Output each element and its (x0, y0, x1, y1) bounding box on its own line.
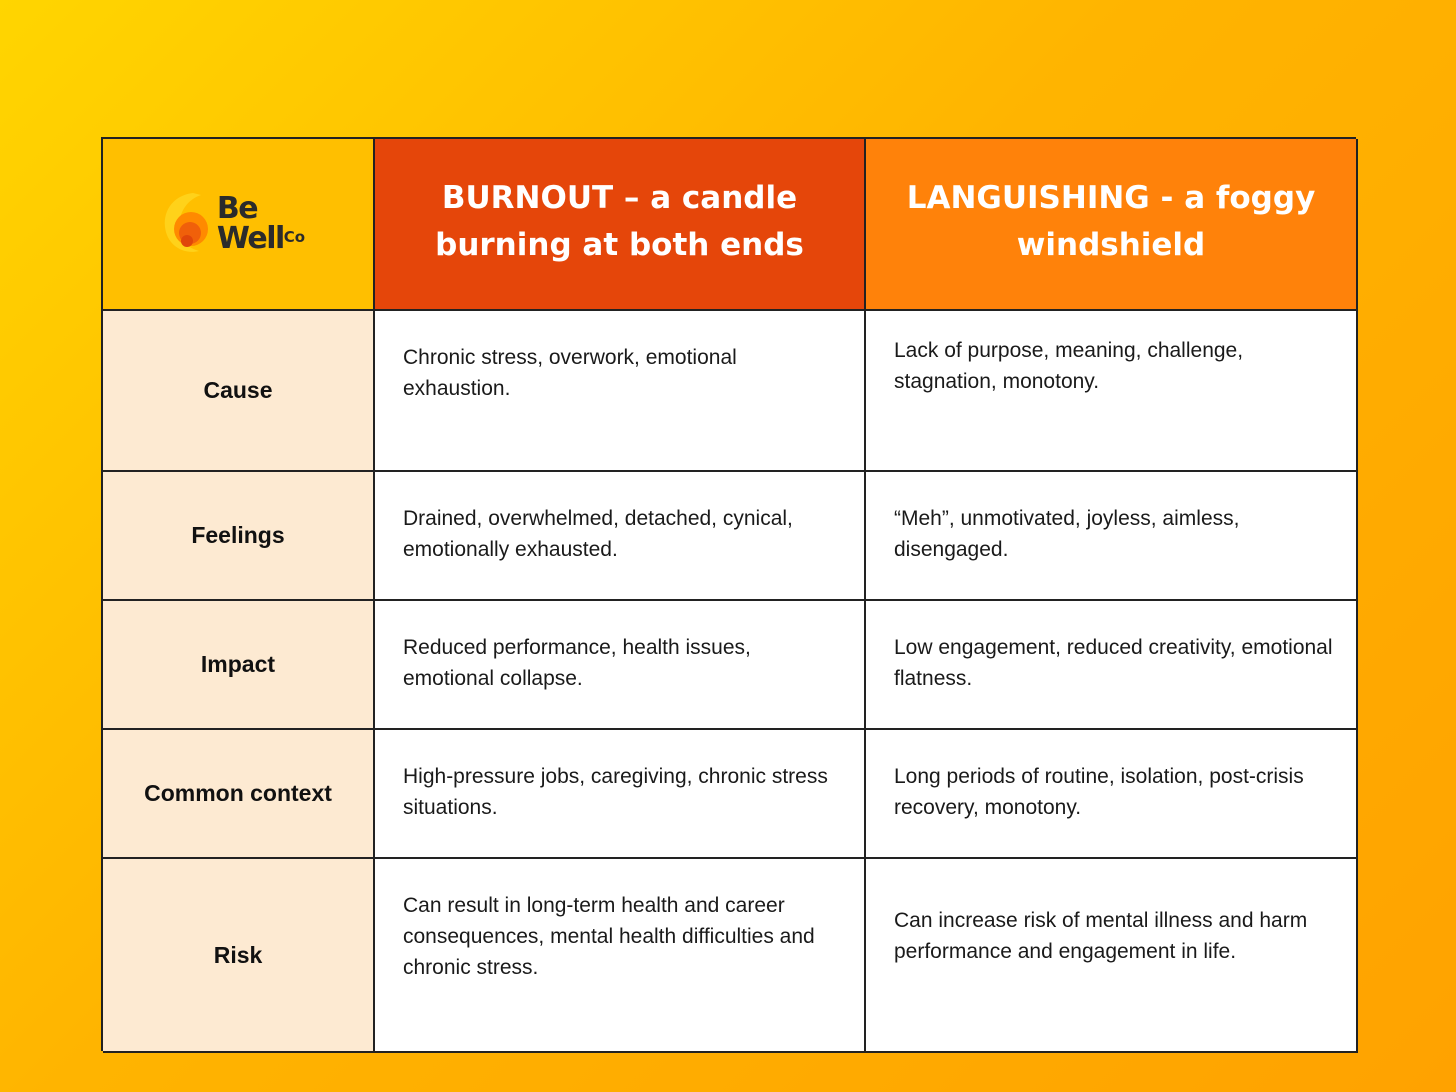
languishing-text: Long periods of routine, isolation, post-crisis recovery, monotony. (894, 765, 1304, 819)
brand-suffix: Co (283, 228, 306, 246)
languishing-text: Can increase risk of mental illness and harm performance and engagement in life. (894, 909, 1308, 963)
logo-cell (103, 139, 375, 311)
brand-line2: Well (216, 221, 284, 256)
languishing-cell (866, 601, 1358, 730)
burnout-cell (375, 472, 866, 601)
bewell-logo-icon (161, 191, 211, 257)
languishing-header: LANGUISHING - a foggy windshield (906, 180, 1316, 263)
row-label: Risk (213, 941, 263, 968)
languishing-cell (866, 859, 1358, 1053)
burnout-header-cell (375, 139, 866, 311)
burnout-text: Chronic stress, overwork, emotional exhaustion. (403, 346, 737, 400)
row-label: Cause (203, 377, 273, 403)
languishing-cell (866, 730, 1358, 859)
languishing-text: Low engagement, reduced creativity, emotional flatness. (894, 636, 1333, 690)
comparison-table (101, 137, 1356, 1051)
languishing-cell (866, 311, 1358, 472)
burnout-cell (375, 601, 866, 730)
brand-logo (161, 191, 305, 257)
burnout-text: Reduced performance, health issues, emotional collapse. (403, 636, 751, 690)
row-label-cell (103, 472, 375, 601)
row-label: Feelings (191, 522, 285, 548)
row-label-cell (103, 311, 375, 472)
burnout-text: Can result in long-term health and career consequences, mental health difficulties and chronic stress. (403, 894, 815, 979)
languishing-cell (866, 472, 1358, 601)
burnout-header: BURNOUT – a candle burning at both ends (435, 180, 804, 263)
burnout-cell (375, 730, 866, 859)
burnout-cell (375, 859, 866, 1053)
row-label: Impact (200, 651, 276, 677)
languishing-header-cell (866, 139, 1358, 311)
row-label-cell (103, 859, 375, 1053)
brand-line1: Be (216, 191, 258, 226)
row-label-cell (103, 601, 375, 730)
burnout-cell (375, 311, 866, 472)
burnout-text: High-pressure jobs, caregiving, chronic stress situations. (403, 765, 828, 819)
row-label: Common context (144, 780, 332, 806)
brand-wordmark (216, 191, 306, 256)
languishing-text: Lack of purpose, meaning, challenge, stagnation, monotony. (894, 339, 1244, 393)
row-label-cell (103, 730, 375, 859)
languishing-text: “Meh”, unmotivated, joyless, aimless, disengaged. (894, 507, 1240, 561)
burnout-text: Drained, overwhelmed, detached, cynical, emotionally exhausted. (403, 507, 793, 561)
